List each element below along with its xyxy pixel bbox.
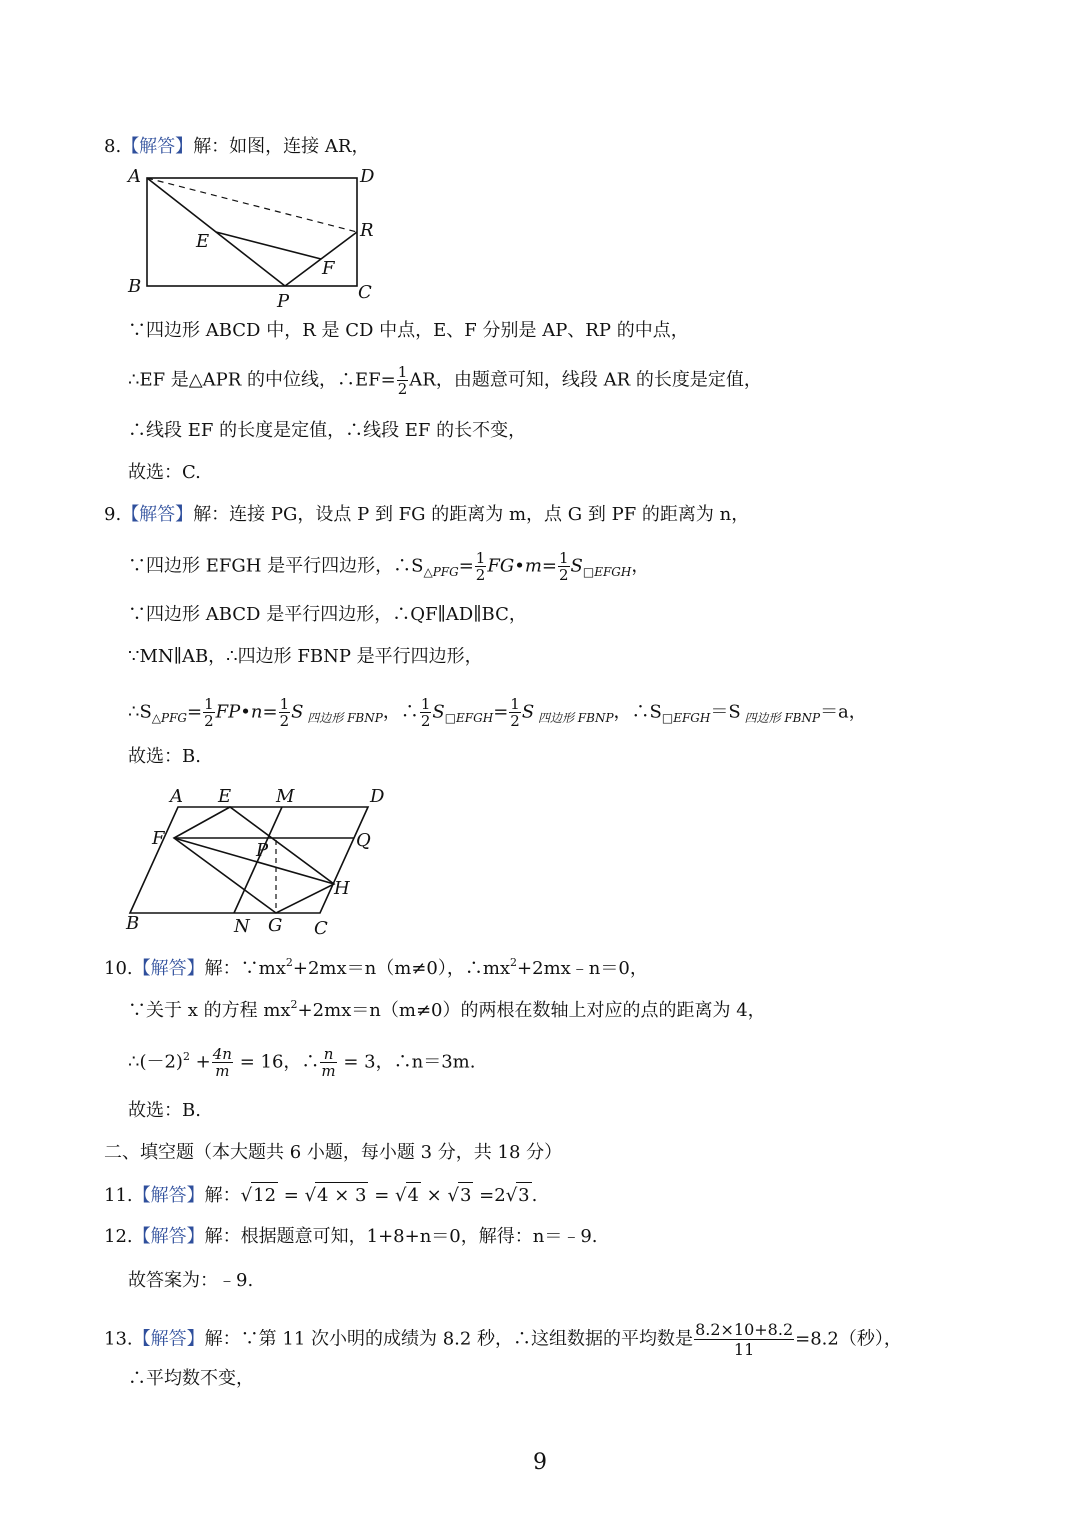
q8-label-f: F [322, 258, 335, 279]
q10-line1: ∵关于 x 的方程 $mx^2+2mx=n(m\ne 0)$的两根在数轴上对应的点的距离为 4， [128, 998, 766, 1021]
q8-line2: ∴EF 是△APR 的中位线，∴EF= $\frac{1}{2}$ AR，由题意可知，线段 AR 的长度是定值， [128, 363, 762, 398]
answer-tag: 【解答】 [132, 1185, 205, 1206]
q8-label-d: D [360, 166, 375, 187]
fraction-half: $\frac{1}{2}$ [397, 363, 408, 398]
answer-tag: 【解答】 [132, 1328, 205, 1350]
q9-label-p: P [256, 840, 269, 861]
q9-label-a: A [170, 786, 183, 807]
q12-answer: 故答案为：﹣9. [128, 1270, 254, 1291]
q10-heading: 10.【解答】解：$\because mx^2+2mx=n(m\ne 0)$，$\therefore mx^2+2mx﹣n=0$， [104, 956, 648, 979]
q9-label-q: Q [356, 830, 371, 851]
q9-parallelogram-efgh [174, 807, 334, 913]
q9-line-fh [174, 838, 334, 884]
q8-dashed-ar [147, 178, 357, 232]
q9-label-f: F [152, 828, 165, 849]
answer-tag: 【解答】 [121, 504, 194, 525]
q9-label-c: C [314, 918, 328, 939]
q9-line2: ∵四边形 ABCD 是平行四边形，∴QF∥AD∥BC， [128, 604, 527, 625]
q9-label-b: B [126, 913, 140, 934]
q8-heading: 8.【解答】解：如图，连接 AR， [104, 136, 370, 157]
section-title: 二、填空题（本大题共 6 小题，每小题 3 分，共 18 分） [104, 1142, 563, 1163]
q12-line: 12.【解答】解：根据题意可知，1+8+n＝0，解得：n＝﹣9. [104, 1226, 598, 1247]
q8-label-a: A [128, 166, 141, 187]
q13-line: 13.【解答】解：∵第 11 次小明的成绩为 8.2 秒，∴这组数据的平均数是 $\frac{8.2\times 10+8.2}{11}$ =8.2（秒）， [104, 1320, 902, 1359]
q8-label-r: R [360, 220, 374, 241]
q9-line1: ∵四边形 EFGH 是平行四边形，$\therefore S_{\triangle PFG}=$ $\frac{1}{2}$ FG•m= $\frac{1}{2}$ $S_{□EFGH}$， [128, 549, 650, 584]
q13-line2: ∴平均数不变， [128, 1368, 254, 1389]
answer-tag: 【解答】 [132, 958, 205, 979]
q9-label-e: E [218, 786, 232, 807]
q8-line3: ∴线段 EF 的长度是定值，∴线段 EF 的长不变， [128, 420, 527, 441]
q9-figure [120, 782, 400, 942]
q10-line3: 故选：B. [128, 1100, 201, 1121]
q9-line5: 故选：B. [128, 746, 201, 767]
q9-heading: 9.【解答】解：连接 PG，设点 P 到 FG 的距离为 m，点 G 到 PF 的距离为 n， [104, 504, 750, 525]
q8-line4: 故选：C. [128, 462, 201, 483]
q9-label-n: N [234, 916, 250, 937]
q8-label-b: B [128, 276, 142, 297]
q9-label-g: G [268, 915, 283, 936]
q8-line-ef [216, 232, 321, 259]
answer-tag: 【解答】 [121, 136, 194, 157]
q8-figure [120, 160, 390, 320]
q10-line2: $\therefore(-2)^2$ + $\frac{4n}{m}$ = 16，∴ $\frac{n}{m}$ = 3，∴n＝3m. [128, 1045, 476, 1080]
answer-tag: 【解答】 [132, 1226, 205, 1247]
q9-label-m: M [276, 786, 295, 807]
q9-label-d: D [370, 786, 385, 807]
q8-label-c: C [358, 282, 372, 303]
q8-label-p: P [277, 291, 290, 312]
q9-line4: $\therefore S_{\triangle PFG}=$ $\frac{1}{2}$ FP•n= $\frac{1}{2}$ S $_{四边形 FBNP}$，∴ $\frac{1}{2}$ $S_{□EFGH}=$ $\frac{1}{2}$ S $_{四边形 FBNP}$，$\therefore S_{□EFGH}=S$ $_{四边形 FBNP}$＝a， [128, 695, 867, 730]
q11-line: 11.【解答】解：√12 = √4 × 3 = √4 × √3 =2√3 . [104, 1182, 537, 1209]
q8-label-e: E [196, 231, 210, 252]
q9-label-h: H [334, 878, 350, 899]
page-number: 9 [533, 1450, 547, 1475]
q9-line3: ∵MN∥AB，∴四边形 FBNP 是平行四边形， [128, 646, 483, 667]
q8-line1: ∵四边形 ABCD 中，R 是 CD 中点，E、F 分别是 AP、RP 的中点， [128, 320, 689, 341]
